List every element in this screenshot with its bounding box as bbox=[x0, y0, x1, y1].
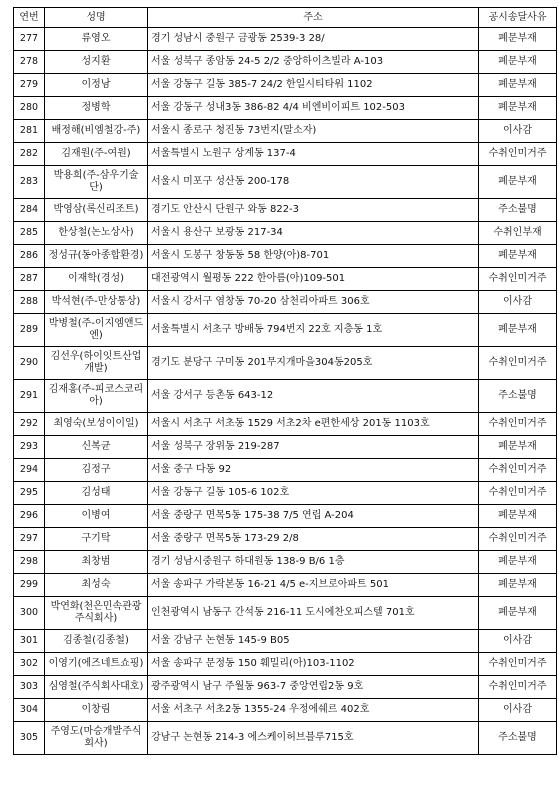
row-number-cell: 290 bbox=[14, 347, 45, 380]
row-number-cell: 301 bbox=[14, 630, 45, 653]
table-row bbox=[14, 676, 557, 699]
header-reason: 공시송달사유 bbox=[479, 8, 557, 28]
address-cell: 서울시 서초구 서초동 1529 서초2차 e편한세상 201동 1103호 bbox=[148, 413, 479, 436]
table-row bbox=[14, 630, 557, 653]
name-cell: 구기탁 bbox=[45, 528, 148, 551]
name-cell: 배정해(비엠철강-주) bbox=[45, 120, 148, 143]
address-cell: 서울특별시 서초구 방배동 794번지 22호 지층동 1호 bbox=[148, 314, 479, 347]
address-cell: 서울시 종로구 청진동 73번지(말소자) bbox=[148, 120, 479, 143]
name-cell: 한상철(논노상사) bbox=[45, 222, 148, 245]
table-row bbox=[14, 28, 557, 51]
address-cell: 서울 강동구 길동 385-7 24/2 한일시티타워 1102 bbox=[148, 74, 479, 97]
row-number-cell: 286 bbox=[14, 245, 45, 268]
reason-cell: 주소불명 bbox=[479, 380, 557, 413]
row-number-cell: 291 bbox=[14, 380, 45, 413]
address-cell: 강남구 논현동 214-3 에스케이허브블루715호 bbox=[148, 722, 479, 755]
address-cell: 서울시 용산구 보광동 217-34 bbox=[148, 222, 479, 245]
name-cell: 류영오 bbox=[45, 28, 148, 51]
address-cell: 서울 강서구 등촌동 643-12 bbox=[148, 380, 479, 413]
reason-cell: 수취인미거주 bbox=[479, 482, 557, 505]
row-number-cell: 294 bbox=[14, 459, 45, 482]
table-row bbox=[14, 245, 557, 268]
name-cell: 이정남 bbox=[45, 74, 148, 97]
row-number-cell: 296 bbox=[14, 505, 45, 528]
row-number-cell: 300 bbox=[14, 597, 45, 630]
address-cell: 서울 강동구 성내3동 386-82 4/4 비엔비이피트 102-503 bbox=[148, 97, 479, 120]
row-number-cell: 293 bbox=[14, 436, 45, 459]
table-row bbox=[14, 314, 557, 347]
address-cell: 경기도 안산시 단원구 와동 822-3 bbox=[148, 199, 479, 222]
reason-cell: 폐문부재 bbox=[479, 574, 557, 597]
row-number-cell: 287 bbox=[14, 268, 45, 291]
table-row bbox=[14, 51, 557, 74]
address-cell: 경기 성남시 중원구 금광동 2539-3 28/ bbox=[148, 28, 479, 51]
document-page bbox=[13, 7, 556, 755]
reason-cell: 수취인미거주 bbox=[479, 528, 557, 551]
reason-cell: 폐문부재 bbox=[479, 245, 557, 268]
reason-cell: 폐문부재 bbox=[479, 505, 557, 528]
header-no: 연번 bbox=[14, 8, 45, 28]
name-cell: 이재학(경성) bbox=[45, 268, 148, 291]
address-cell: 서울 중랑구 면목5동 173-29 2/8 bbox=[148, 528, 479, 551]
name-cell: 정성규(동아종합환경) bbox=[45, 245, 148, 268]
row-number-cell: 284 bbox=[14, 199, 45, 222]
row-number-cell: 303 bbox=[14, 676, 45, 699]
table-row bbox=[14, 143, 557, 166]
table-header-row bbox=[14, 8, 557, 28]
address-cell: 서울시 도봉구 창동동 58 한양(아)8-701 bbox=[148, 245, 479, 268]
reason-cell: 수취인미거주 bbox=[479, 653, 557, 676]
header-address: 주소 bbox=[148, 8, 479, 28]
reason-cell: 폐문부재 bbox=[479, 51, 557, 74]
reason-cell: 주소불명 bbox=[479, 722, 557, 755]
address-cell: 서울 중구 다동 92 bbox=[148, 459, 479, 482]
header-name: 성명 bbox=[45, 8, 148, 28]
reason-cell: 수취인미거주 bbox=[479, 347, 557, 380]
row-number-cell: 288 bbox=[14, 291, 45, 314]
reason-cell: 수취인미거주 bbox=[479, 459, 557, 482]
name-cell: 주영도(마승개발주식회사) bbox=[45, 722, 148, 755]
name-cell: 박병철(주-이지엠앤드엔) bbox=[45, 314, 148, 347]
address-cell: 광주광역시 남구 주월동 963-7 중앙연립2동 9호 bbox=[148, 676, 479, 699]
row-number-cell: 299 bbox=[14, 574, 45, 597]
reason-cell: 이사감 bbox=[479, 120, 557, 143]
address-cell: 인천광역시 남동구 간석동 216-11 도시에찬오피스텔 701호 bbox=[148, 597, 479, 630]
name-cell: 김재홍(주-피코스코리아) bbox=[45, 380, 148, 413]
table-row bbox=[14, 413, 557, 436]
table-row bbox=[14, 699, 557, 722]
row-number-cell: 285 bbox=[14, 222, 45, 245]
row-number-cell: 305 bbox=[14, 722, 45, 755]
name-cell: 이영기(에즈네트쇼핑) bbox=[45, 653, 148, 676]
reason-cell: 수취인미거주 bbox=[479, 268, 557, 291]
table-row bbox=[14, 268, 557, 291]
table-row bbox=[14, 347, 557, 380]
reason-cell: 수취인미거주 bbox=[479, 676, 557, 699]
row-number-cell: 298 bbox=[14, 551, 45, 574]
address-cell: 서울 중랑구 면목5동 175-38 7/5 연립 A-204 bbox=[148, 505, 479, 528]
table-row bbox=[14, 505, 557, 528]
table-row bbox=[14, 120, 557, 143]
row-number-cell: 280 bbox=[14, 97, 45, 120]
table-row bbox=[14, 482, 557, 505]
address-cell: 서울 강동구 길동 105-6 102호 bbox=[148, 482, 479, 505]
name-cell: 박석현(주-만상통상) bbox=[45, 291, 148, 314]
table-row bbox=[14, 222, 557, 245]
reason-cell: 이사감 bbox=[479, 699, 557, 722]
reason-cell: 폐문부재 bbox=[479, 436, 557, 459]
table-row bbox=[14, 551, 557, 574]
name-cell: 박용희(주-삼우기술단) bbox=[45, 166, 148, 199]
reason-cell: 이사감 bbox=[479, 291, 557, 314]
table-row bbox=[14, 166, 557, 199]
row-number-cell: 297 bbox=[14, 528, 45, 551]
row-number-cell: 295 bbox=[14, 482, 45, 505]
reason-cell: 폐문부재 bbox=[479, 74, 557, 97]
row-number-cell: 282 bbox=[14, 143, 45, 166]
name-cell: 김정구 bbox=[45, 459, 148, 482]
reason-cell: 수취인부재 bbox=[479, 222, 557, 245]
table-body bbox=[14, 28, 557, 755]
address-cell: 서울 서초구 서초2동 1355-24 우정에쉐르 402호 bbox=[148, 699, 479, 722]
row-number-cell: 292 bbox=[14, 413, 45, 436]
name-cell: 최창범 bbox=[45, 551, 148, 574]
row-number-cell: 302 bbox=[14, 653, 45, 676]
table-row bbox=[14, 436, 557, 459]
name-cell: 김선우(하이잇트산업개발) bbox=[45, 347, 148, 380]
table-row bbox=[14, 459, 557, 482]
reason-cell: 폐문부재 bbox=[479, 166, 557, 199]
reason-cell: 폐문부재 bbox=[479, 97, 557, 120]
name-cell: 이병여 bbox=[45, 505, 148, 528]
table-row bbox=[14, 291, 557, 314]
address-cell: 서울 강남구 논현동 145-9 B05 bbox=[148, 630, 479, 653]
address-cell: 서울시 미포구 성산동 200-178 bbox=[148, 166, 479, 199]
name-cell: 김성태 bbox=[45, 482, 148, 505]
row-number-cell: 277 bbox=[14, 28, 45, 51]
reason-cell: 수취인미거주 bbox=[479, 413, 557, 436]
table-row bbox=[14, 380, 557, 413]
name-cell: 심영철(주식회사대호) bbox=[45, 676, 148, 699]
name-cell: 최성숙 bbox=[45, 574, 148, 597]
name-cell: 김종철(김종철) bbox=[45, 630, 148, 653]
name-cell: 김재원(주-여원) bbox=[45, 143, 148, 166]
table-row bbox=[14, 574, 557, 597]
name-cell: 성지환 bbox=[45, 51, 148, 74]
address-cell: 대전광역시 월평동 222 한아름(아)109-501 bbox=[148, 268, 479, 291]
address-cell: 서울 성북구 장위동 219-287 bbox=[148, 436, 479, 459]
address-cell: 서울 송파구 가락본동 16-21 4/5 e-지브로아파트 501 bbox=[148, 574, 479, 597]
reason-cell: 폐문부재 bbox=[479, 597, 557, 630]
table-row bbox=[14, 722, 557, 755]
service-notice-table bbox=[13, 7, 557, 755]
row-number-cell: 278 bbox=[14, 51, 45, 74]
name-cell: 최영숙(보성이이일) bbox=[45, 413, 148, 436]
reason-cell: 폐문부재 bbox=[479, 551, 557, 574]
reason-cell: 폐문부재 bbox=[479, 28, 557, 51]
row-number-cell: 289 bbox=[14, 314, 45, 347]
address-cell: 경기 성남시중원구 하대원동 138-9 B/6 1층 bbox=[148, 551, 479, 574]
row-number-cell: 283 bbox=[14, 166, 45, 199]
address-cell: 서울 송파구 문정동 150 훼밀리(아)103-1102 bbox=[148, 653, 479, 676]
name-cell: 박영삼(록신리조트) bbox=[45, 199, 148, 222]
table-row bbox=[14, 74, 557, 97]
table-row bbox=[14, 199, 557, 222]
table-row bbox=[14, 528, 557, 551]
row-number-cell: 279 bbox=[14, 74, 45, 97]
address-cell: 경기도 분당구 구미동 201무지개마을304동205호 bbox=[148, 347, 479, 380]
address-cell: 서울 성북구 종암동 24-5 2/2 중앙하이츠빌라 A-103 bbox=[148, 51, 479, 74]
reason-cell: 이사감 bbox=[479, 630, 557, 653]
reason-cell: 주소불명 bbox=[479, 199, 557, 222]
name-cell: 박연화(천은민속관광주식회사) bbox=[45, 597, 148, 630]
name-cell: 정병학 bbox=[45, 97, 148, 120]
table-row bbox=[14, 653, 557, 676]
row-number-cell: 281 bbox=[14, 120, 45, 143]
reason-cell: 폐문부재 bbox=[479, 314, 557, 347]
row-number-cell: 304 bbox=[14, 699, 45, 722]
table-row bbox=[14, 97, 557, 120]
address-cell: 서울시 강서구 염창동 70-20 삼천리아파트 306호 bbox=[148, 291, 479, 314]
address-cell: 서울특별시 노원구 상계동 137-4 bbox=[148, 143, 479, 166]
table-row bbox=[14, 597, 557, 630]
reason-cell: 수취인미거주 bbox=[479, 143, 557, 166]
name-cell: 이창림 bbox=[45, 699, 148, 722]
name-cell: 신복균 bbox=[45, 436, 148, 459]
